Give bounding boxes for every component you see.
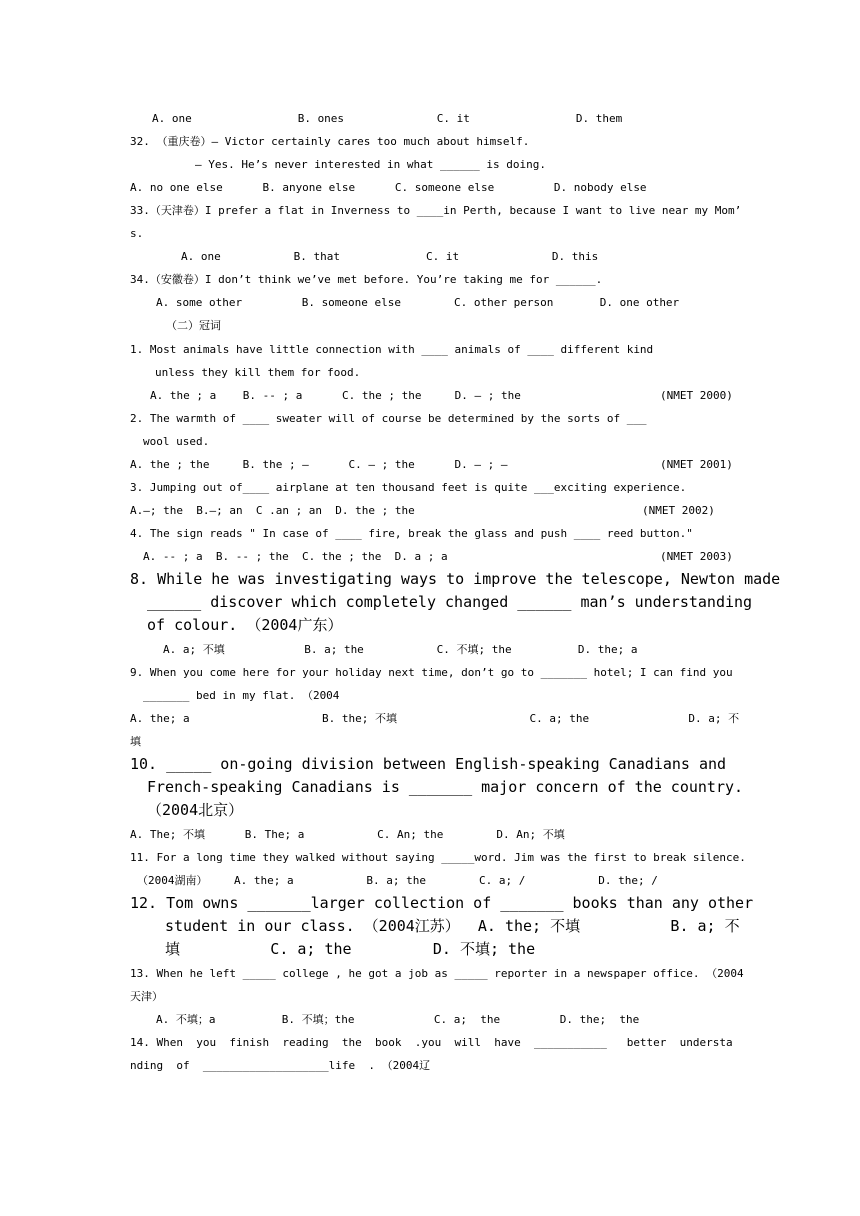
- a2-source: (NMET 2001): [660, 458, 733, 471]
- q8-options: A. a; 不填 B. a; the C. 不填; the D. the; a: [163, 643, 638, 656]
- q10-stem-line3: （2004北京）: [147, 801, 244, 819]
- q13-stem-cont: 天津）: [130, 990, 163, 1003]
- q13-options: A. 不填；a B. 不填；the C. a; the D. the; the: [156, 1013, 640, 1026]
- a2-stem: 2. The warmth of ____ sweater will of course be determined by the sorts of ___: [130, 412, 647, 425]
- a2-options: A. the ; the B. the ; — C. — ; the D. — ; —: [130, 458, 508, 471]
- a3-stem: 3. Jumping out of____ airplane at ten thousand feet is quite ___exciting experience.: [130, 481, 687, 494]
- q32-options: A. no one else B. anyone else C. someone else D. nobody else: [130, 181, 647, 194]
- q8-stem-line3: of colour. （2004广东）: [147, 616, 343, 634]
- a1-options: A. the ; a B. -- ; a C. the ; the D. — ; the: [150, 389, 521, 402]
- q12-stem-line3: 填 C. a; the D. 不填; the: [165, 940, 536, 958]
- a4-stem: 4. The sign reads " In case of ____ fire, break the glass and push ____ reed button.": [130, 527, 693, 540]
- q13-stem: 13. When he left _____ college , he got a job as _____ reporter in a newspaper office. （2004: [130, 967, 744, 980]
- q8-stem-line1: 8. While he was investigating ways to improve the telescope, Newton made: [130, 570, 781, 588]
- a3-source: (NMET 2002): [642, 504, 715, 517]
- q32-reply: — Yes. He’s never interested in what ______ is doing.: [195, 158, 546, 171]
- q34-options: A. some other B. someone else C. other person D. one other: [156, 296, 680, 309]
- q9-stem-cont: _______ bed in my flat. （2004: [143, 689, 340, 702]
- q12-stem-line1: 12. Tom owns _______larger collection of _______ books than any other: [130, 894, 754, 912]
- q14-stem-cont: nding of ___________________life . （2004辽: [130, 1059, 431, 1072]
- q8-stem-line2: ______ discover which completely changed ______ man’s understanding: [147, 593, 753, 611]
- q9-stem: 9. When you come here for your holiday next time, don’t go to _______ hotel; I can find you: [130, 666, 733, 679]
- q14-stem: 14. When you finish reading the book .you will have ___________ better understa: [130, 1036, 733, 1049]
- a1-source: (NMET 2000): [660, 389, 733, 402]
- a1-stem-cont: unless they kill them for food.: [155, 366, 361, 379]
- q34-stem: 34.（安徽卷）I don’t think we’ve met before. You’re taking me for ______.: [130, 273, 603, 286]
- q11-options: （2004湖南） A. the; a B. a; the C. a; / D. the; /: [137, 874, 658, 887]
- a2-stem-cont: wool used.: [143, 435, 210, 448]
- q33-options: A. one B. that C. it D. this: [181, 250, 599, 263]
- section-heading-articles: （二）冠词: [166, 319, 221, 332]
- a4-source: (NMET 2003): [660, 550, 733, 563]
- q10-stem-line2: French-speaking Canadians is _______ major concern of the country.: [147, 778, 744, 796]
- q11-stem: 11. For a long time they walked without saying _____word. Jim was the first to break silence.: [130, 851, 746, 864]
- q10-stem-line1: 10. _____ on-going division between English-speaking Canadians and: [130, 755, 727, 773]
- q33-stem-cont: s.: [130, 227, 144, 240]
- q10-options: A. The; 不填 B. The; a C. An; the D. An; 不填: [130, 828, 565, 841]
- a1-stem: 1. Most animals have little connection with ____ animals of ____ different kind: [130, 343, 654, 356]
- q12-stem-line2: student in our class. （2004江苏） A. the; 不填 B. a; 不: [165, 917, 740, 935]
- a4-options: A. -- ; a B. -- ; the C. the ; the D. a ; a: [143, 550, 448, 563]
- q32-stem: 32. （重庆卷）— Victor certainly cares too much about himself.: [130, 135, 530, 148]
- q31-options: A. one B. ones C. it D. them: [152, 112, 623, 125]
- q33-stem: 33.（天津卷）I prefer a flat in Inverness to ____in Perth, because I want to live near my Mom’: [130, 204, 742, 217]
- q9-options: A. the; a B. the; 不填 C. a; the D. a; 不: [130, 712, 740, 725]
- q9-options-cont: 填: [130, 735, 141, 748]
- a3-options: A.—; the B.—; an C .an ; an D. the ; the: [130, 504, 415, 517]
